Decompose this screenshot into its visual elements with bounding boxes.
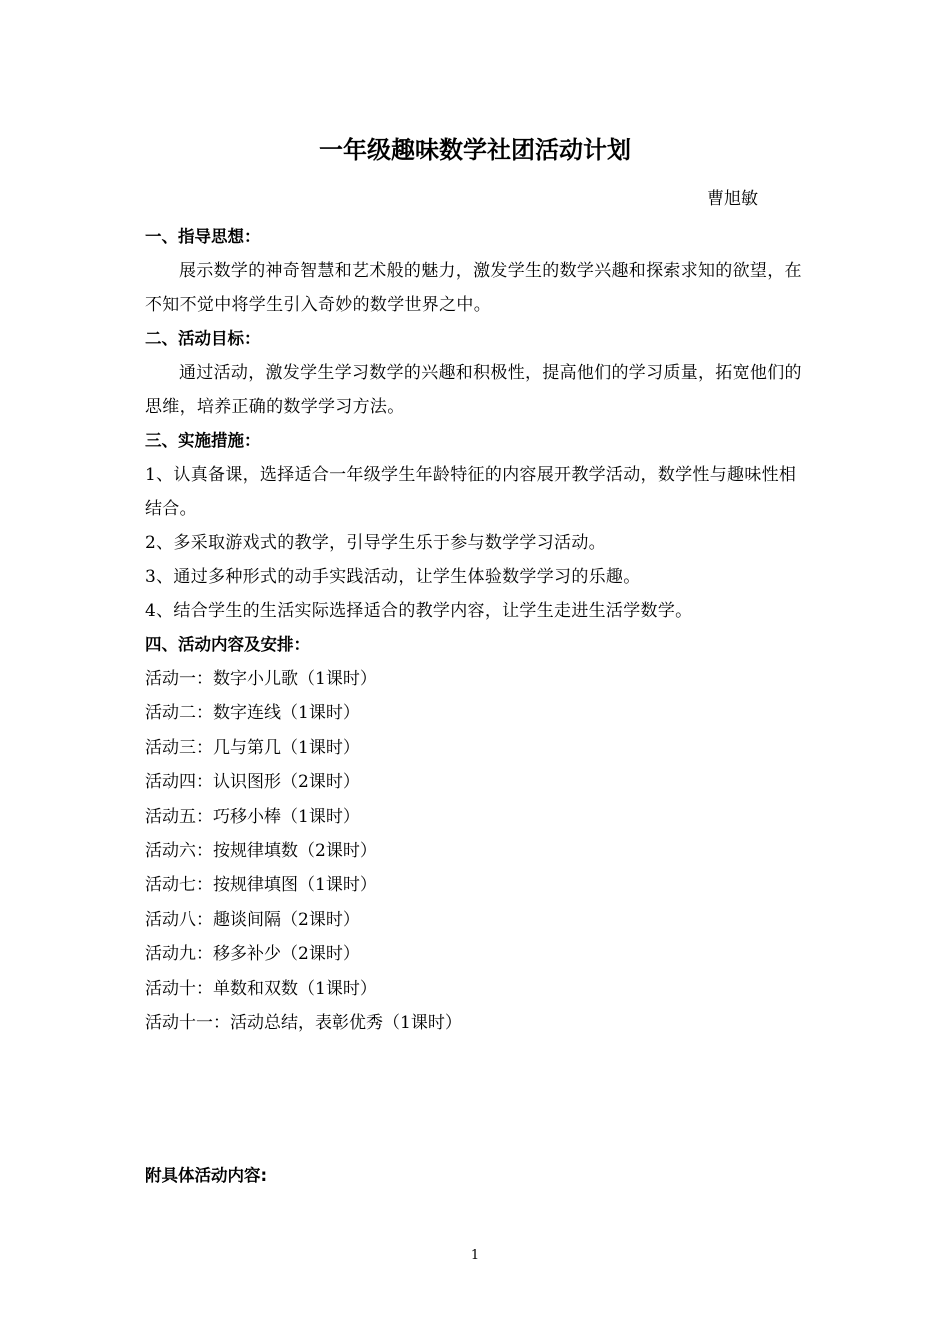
activity-item: 活动二：数字连线（1课时） [145,703,360,724]
activity-item: 活动九：移多补少（2课时） [145,944,360,965]
activity-item: 活动五：巧移小棒（1课时） [145,806,360,827]
section-heading: 二、活动目标： [145,329,261,348]
measure-item: 1、认真备课，选择适合一年级学生年龄特征的内容展开教学活动，数学性与趣味性相结合。 [145,465,797,519]
section-heading: 三、实施措施： [145,431,261,450]
activity-item: 活动八：趣谈间隔（2课时） [145,909,360,930]
activity-item: 活动四：认识图形（2课时） [145,772,360,793]
activity-item: 活动七：按规律填图（1课时） [145,875,377,896]
section-heading: 一、指导思想： [145,227,261,246]
section-heading: 四、活动内容及安排： [145,635,310,654]
activity-item: 活动六：按规律填数（2课时） [145,841,377,862]
author-name: 曹旭敏 [707,189,758,209]
activity-item: 活动一：数字小儿歌（1课时） [145,669,377,689]
page-number: 1 [470,1248,480,1263]
activity-item: 活动十一：活动总结，表彰优秀（1课时） [145,1013,462,1034]
section-paragraph: 通过活动，激发学生学习数学的兴趣和积极性，提高他们的学习质量，拓宽他们的思维，培养正确的数学学习方法。 [145,363,802,417]
document-title: 一年级趣味数学社团活动计划 [319,136,631,164]
measure-item: 2、多采取游戏式的教学，引导学生乐于参与数学学习活动。 [145,533,606,553]
section-paragraph: 展示数学的神奇智慧和艺术般的魅力，激发学生的数学兴趣和探索求知的欲望，在不知不觉中将学生引入奇妙的数学世界之中。 [145,261,802,315]
measure-item: 4、结合学生的生活实际选择适合的教学内容，让学生走进生活学数学。 [145,601,693,621]
activity-item: 活动三：几与第几（1课时） [145,737,360,758]
appendix-heading: 附具体活动内容: [145,1166,268,1185]
document-body [145,220,808,1040]
measure-item: 3、通过多种形式的动手实践活动，让学生体验数学学习的乐趣。 [145,567,641,587]
activity-item: 活动十：单数和双数（1课时） [145,978,377,999]
